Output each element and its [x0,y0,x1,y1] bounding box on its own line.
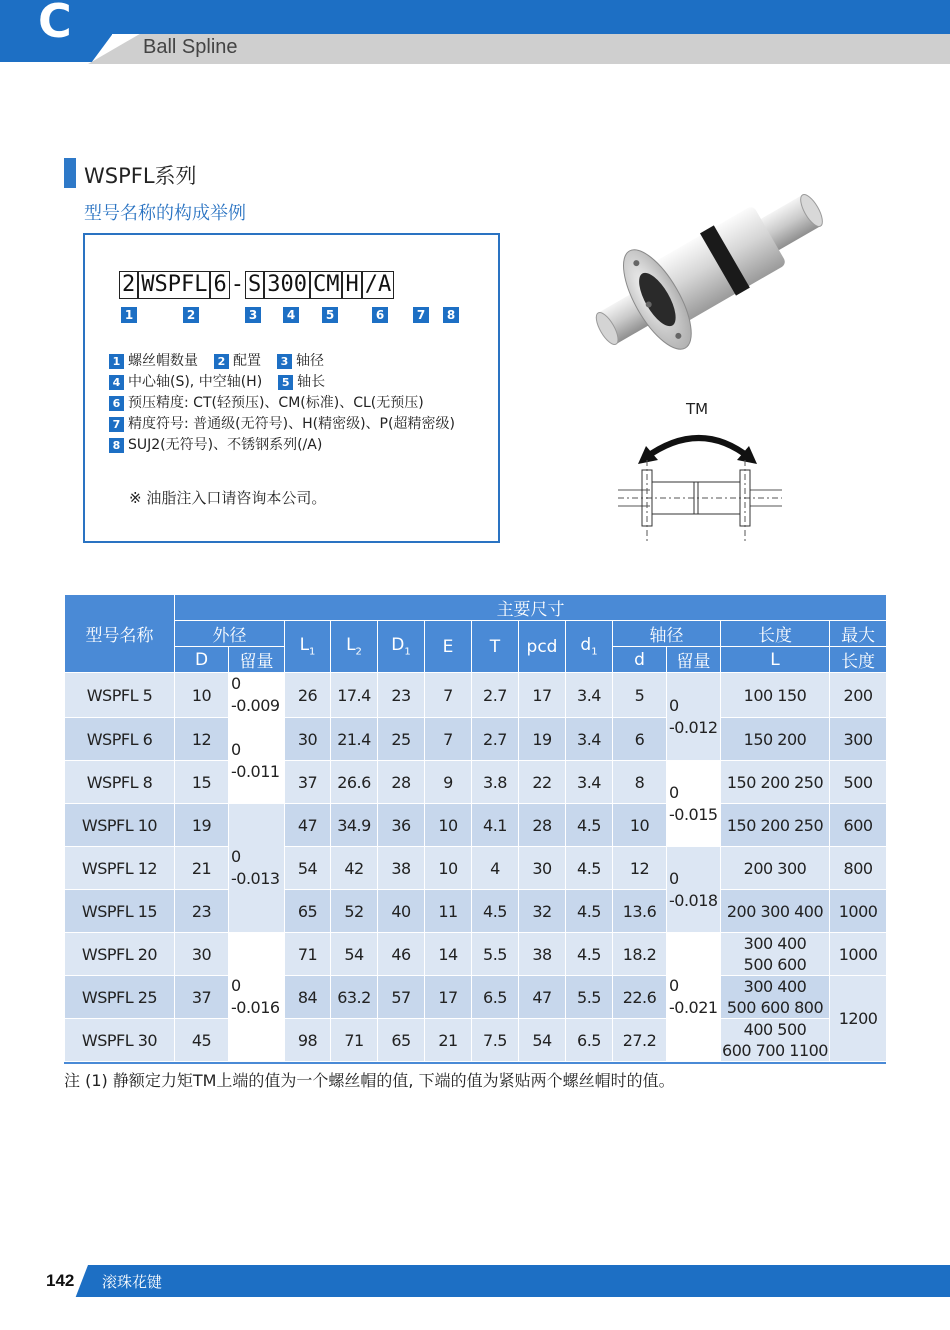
cell-L2: 42 [331,847,378,890]
cell-T: 5.5 [472,933,519,976]
tol-top: 0 [231,674,241,693]
th-d1-text: $d_1$ [580,635,598,658]
cell-L1: 98 [285,1019,331,1062]
table-row [65,804,887,847]
code-part-material: /A [362,271,395,299]
th-pcd: pcd [519,621,566,673]
th-L1 [285,621,331,673]
cell-L2: 21.4 [331,718,378,761]
cell-pcd: 30 [519,847,566,890]
chapter-letter: C [38,0,72,48]
tol-bottom: -0.009 [231,696,280,715]
cell-length: 100 150 [721,673,830,718]
cell-E: 7 [425,718,472,761]
th-D1 [378,621,425,673]
cell-D1: 28 [378,761,425,804]
cell-length [721,1019,830,1062]
cell-d: 22.6 [613,976,667,1019]
length-top: 400 500 [743,1020,807,1039]
cell-L2: 26.6 [331,761,378,804]
cell-pcd: 28 [519,804,566,847]
cell-length: 200 300 400 [721,890,830,933]
cell-model: WSPFL 6 [65,718,175,761]
cell-T: 4.5 [472,890,519,933]
cell-D1: 65 [378,1019,425,1062]
tol-bottom: -0.018 [669,890,718,910]
th-d1 [566,621,613,673]
cell-d: 5 [613,673,667,718]
cell-D: 19 [175,804,229,847]
cell-D1: 23 [378,673,425,718]
cell-length: 150 200 250 [721,761,830,804]
cell-E: 10 [425,847,472,890]
model-code-box [83,233,500,543]
tol-bottom: -0.016 [231,998,280,1017]
cell-max-length: 1200 [830,976,887,1062]
th-outer-allowance: 留量 [229,647,285,673]
length-bottom: 500 600 800 [726,998,824,1017]
tol-top: 0 [231,976,241,995]
cell-length [721,933,830,976]
cell-D1: 25 [378,718,425,761]
cell-L2: 63.2 [331,976,378,1019]
th-D: D [175,647,229,673]
cell-L1: 84 [285,976,331,1019]
th-max: 最大 [830,621,887,647]
cell-D: 15 [175,761,229,804]
cell-shaft-allowance [667,847,721,933]
cell-D1: 40 [378,890,425,933]
th-outer-diameter: 外径 [175,621,285,647]
legend-number: 1 [109,354,124,369]
cell-d: 10 [613,804,667,847]
cell-E: 21 [425,1019,472,1062]
cell-E: 9 [425,761,472,804]
cell-d: 13.6 [613,890,667,933]
footer-page-tab [0,1265,88,1297]
code-number: 3 [245,307,261,323]
code-part-series: WSPFL [138,271,210,299]
cell-d: 6 [613,718,667,761]
header-subtitle: Ball Spline [143,36,238,58]
cell-L1: 71 [285,933,331,976]
tol-bottom: -0.015 [669,804,718,824]
legend-number: 8 [109,438,124,453]
legend-text: 精度符号: 普通级(无符号)、H(精密级)、P(超精密级) [128,416,455,432]
code-number-markers [85,307,498,327]
cell-T: 3.8 [472,761,519,804]
cell-D1: 46 [378,933,425,976]
cell-pcd: 32 [519,890,566,933]
cell-D1: 57 [378,976,425,1019]
cell-d1: 4.5 [566,933,613,976]
legend-text: 轴径 [296,353,324,369]
tol-bottom: -0.021 [669,998,718,1017]
cell-E: 14 [425,933,472,976]
cell-pcd: 22 [519,761,566,804]
cell-pcd: 38 [519,933,566,976]
cell-d1: 3.4 [566,718,613,761]
code-number: 5 [322,307,338,323]
table-row [65,933,887,976]
cell-pcd: 19 [519,718,566,761]
legend-number: 5 [278,375,293,390]
cell-E: 10 [425,804,472,847]
cell-D1: 36 [378,804,425,847]
cell-length: 150 200 [721,718,830,761]
cell-max-length: 1000 [830,890,887,933]
legend-number: 7 [109,417,124,432]
th-E: E [425,621,472,673]
length-top: 300 400 [743,934,807,953]
cell-d: 18.2 [613,933,667,976]
section-title: WSPFL系列 [84,164,197,188]
grease-note: ※ 油脂注入口请咨询本公司。 [129,489,327,507]
code-part-accuracy: H [342,271,361,299]
cell-outer-allowance [229,933,285,1062]
tm-label: TM [686,400,709,418]
tol-bottom: -0.012 [669,717,718,737]
cell-L2: 34.9 [331,804,378,847]
cell-L1: 47 [285,804,331,847]
legend-line [109,372,455,393]
cell-D: 10 [175,673,229,718]
table-row [65,976,887,1019]
cell-T: 2.7 [472,718,519,761]
cell-T: 2.7 [472,673,519,718]
cell-L2: 52 [331,890,378,933]
header-bar [0,0,950,34]
cell-D1: 38 [378,847,425,890]
cell-length [721,976,830,1019]
cell-max-length: 300 [830,718,887,761]
table-row [65,1019,887,1062]
length-bottom: 500 600 [743,955,807,974]
cell-model: WSPFL 8 [65,761,175,804]
cell-D: 30 [175,933,229,976]
tol-top: 0 [669,695,679,715]
footnote: 注 (1) 静额定力矩TM上端的值为一个螺丝帽的值, 下端的值为紧贴两个螺丝帽时的值。 [64,1071,675,1090]
th-max-length: 长度 [830,647,887,673]
cell-T: 4 [472,847,519,890]
tol-bottom: -0.011 [231,761,280,781]
code-number: 2 [183,307,199,323]
cell-L1: 30 [285,718,331,761]
cell-L1: 26 [285,673,331,718]
cell-T: 7.5 [472,1019,519,1062]
legend-number: 2 [214,354,229,369]
legend-line [109,393,455,414]
code-number: 4 [283,307,299,323]
code-part-shaft-dia: 6 [210,271,229,299]
cell-max-length: 500 [830,761,887,804]
section-marker [64,158,76,188]
legend-number: 3 [277,354,292,369]
cell-T: 4.1 [472,804,519,847]
th-length: 长度 [721,621,830,647]
th-main-dimensions: 主要尺寸 [175,595,887,621]
table-row [65,847,887,890]
cell-model: WSPFL 20 [65,933,175,976]
legend-number: 6 [109,396,124,411]
cell-d: 12 [613,847,667,890]
cell-d: 8 [613,761,667,804]
tol-top: 0 [669,782,679,802]
cell-D: 23 [175,890,229,933]
ball-spline-product-image [570,182,840,362]
cell-d1: 6.5 [566,1019,613,1062]
legend-text: 配置 [233,353,261,369]
cell-L1: 37 [285,761,331,804]
moment-diagram [600,398,800,548]
cell-E: 17 [425,976,472,1019]
footer-title: 滚珠花键 [102,1273,163,1291]
code-part-length: 300 [264,271,310,299]
cell-d: 27.2 [613,1019,667,1062]
th-L2 [331,621,378,673]
code-part-preload: CM [310,271,343,299]
cell-L1: 54 [285,847,331,890]
cell-L1: 65 [285,890,331,933]
legend-line [109,351,455,372]
th-L: L [721,647,830,673]
cell-d1: 4.5 [566,804,613,847]
page-number: 142 [46,1271,75,1290]
cell-d1: 3.4 [566,761,613,804]
cell-model: WSPFL 30 [65,1019,175,1062]
code-part-count: 2 [119,271,138,299]
tol-top: 0 [231,847,241,866]
cell-shaft-allowance [667,761,721,847]
length-top: 300 400 [743,977,807,996]
section-subtitle: 型号名称的构成举例 [84,203,246,224]
cell-E: 11 [425,890,472,933]
legend-text: 预压精度: CT(轻预压)、CM(标准)、CL(无预压) [128,395,424,411]
cell-D: 37 [175,976,229,1019]
cell-pcd: 54 [519,1019,566,1062]
cell-outer-allowance [229,718,285,804]
tol-top: 0 [669,868,679,888]
legend-text: 螺丝帽数量 [128,353,198,369]
legend-line [109,414,455,435]
cell-d1: 3.4 [566,673,613,718]
cell-L2: 17.4 [331,673,378,718]
legend-text: 轴长 [297,374,326,390]
cell-model: WSPFL 5 [65,673,175,718]
cell-outer-allowance [229,673,285,718]
cell-model: WSPFL 15 [65,890,175,933]
legend-line [109,435,455,456]
legend-text: 中心轴(S), 中空轴(H) [128,374,263,390]
code-number: 7 [413,307,429,323]
th-shaft-diameter: 轴径 [613,621,721,647]
table-bottom-rule [64,1062,886,1064]
tol-top: 0 [231,739,241,759]
cell-max-length: 200 [830,673,887,718]
cell-L2: 54 [331,933,378,976]
code-separator: - [230,272,244,297]
length-bottom: 600 700 1100 [722,1041,828,1060]
cell-model: WSPFL 25 [65,976,175,1019]
cell-E: 7 [425,673,472,718]
cell-pcd: 47 [519,976,566,1019]
table-row [65,761,887,804]
legend-number: 4 [109,375,124,390]
th-T: T [472,621,519,673]
legend-text: SUJ2(无符号)、不锈钢系列(/A) [128,437,323,453]
cell-d1: 5.5 [566,976,613,1019]
cell-shaft-allowance [667,933,721,1062]
code-number: 1 [121,307,137,323]
th-L1-text: $L_1$ [299,635,316,658]
cell-T: 6.5 [472,976,519,1019]
cell-max-length: 800 [830,847,887,890]
cell-d1: 4.5 [566,890,613,933]
th-shaft-allowance: 留量 [667,647,721,673]
cell-length: 150 200 250 [721,804,830,847]
dimension-table [64,594,887,1062]
cell-pcd: 17 [519,673,566,718]
cell-model: WSPFL 10 [65,804,175,847]
cell-D: 12 [175,718,229,761]
code-legend [109,351,455,456]
code-number: 8 [443,307,459,323]
cell-max-length: 600 [830,804,887,847]
th-D1-text: $D_1$ [391,635,411,658]
model-code [119,271,394,299]
tol-top: 0 [669,976,679,995]
cell-D: 21 [175,847,229,890]
th-model: 型号名称 [65,595,175,673]
cell-d1: 4.5 [566,847,613,890]
table-row [65,673,887,718]
cell-max-length: 1000 [830,933,887,976]
th-d: d [613,647,667,673]
cell-L2: 71 [331,1019,378,1062]
table-row [65,718,887,761]
th-L2-text: $L_2$ [346,635,362,658]
table-row [65,890,887,933]
cell-length: 200 300 [721,847,830,890]
cell-shaft-allowance [667,673,721,761]
cell-model: WSPFL 12 [65,847,175,890]
dimension-table-wrapper [64,594,886,1062]
code-part-shaft-type: S [245,271,264,299]
code-number: 6 [372,307,388,323]
cell-D: 45 [175,1019,229,1062]
tol-bottom: -0.013 [231,869,280,888]
cell-outer-allowance [229,804,285,933]
